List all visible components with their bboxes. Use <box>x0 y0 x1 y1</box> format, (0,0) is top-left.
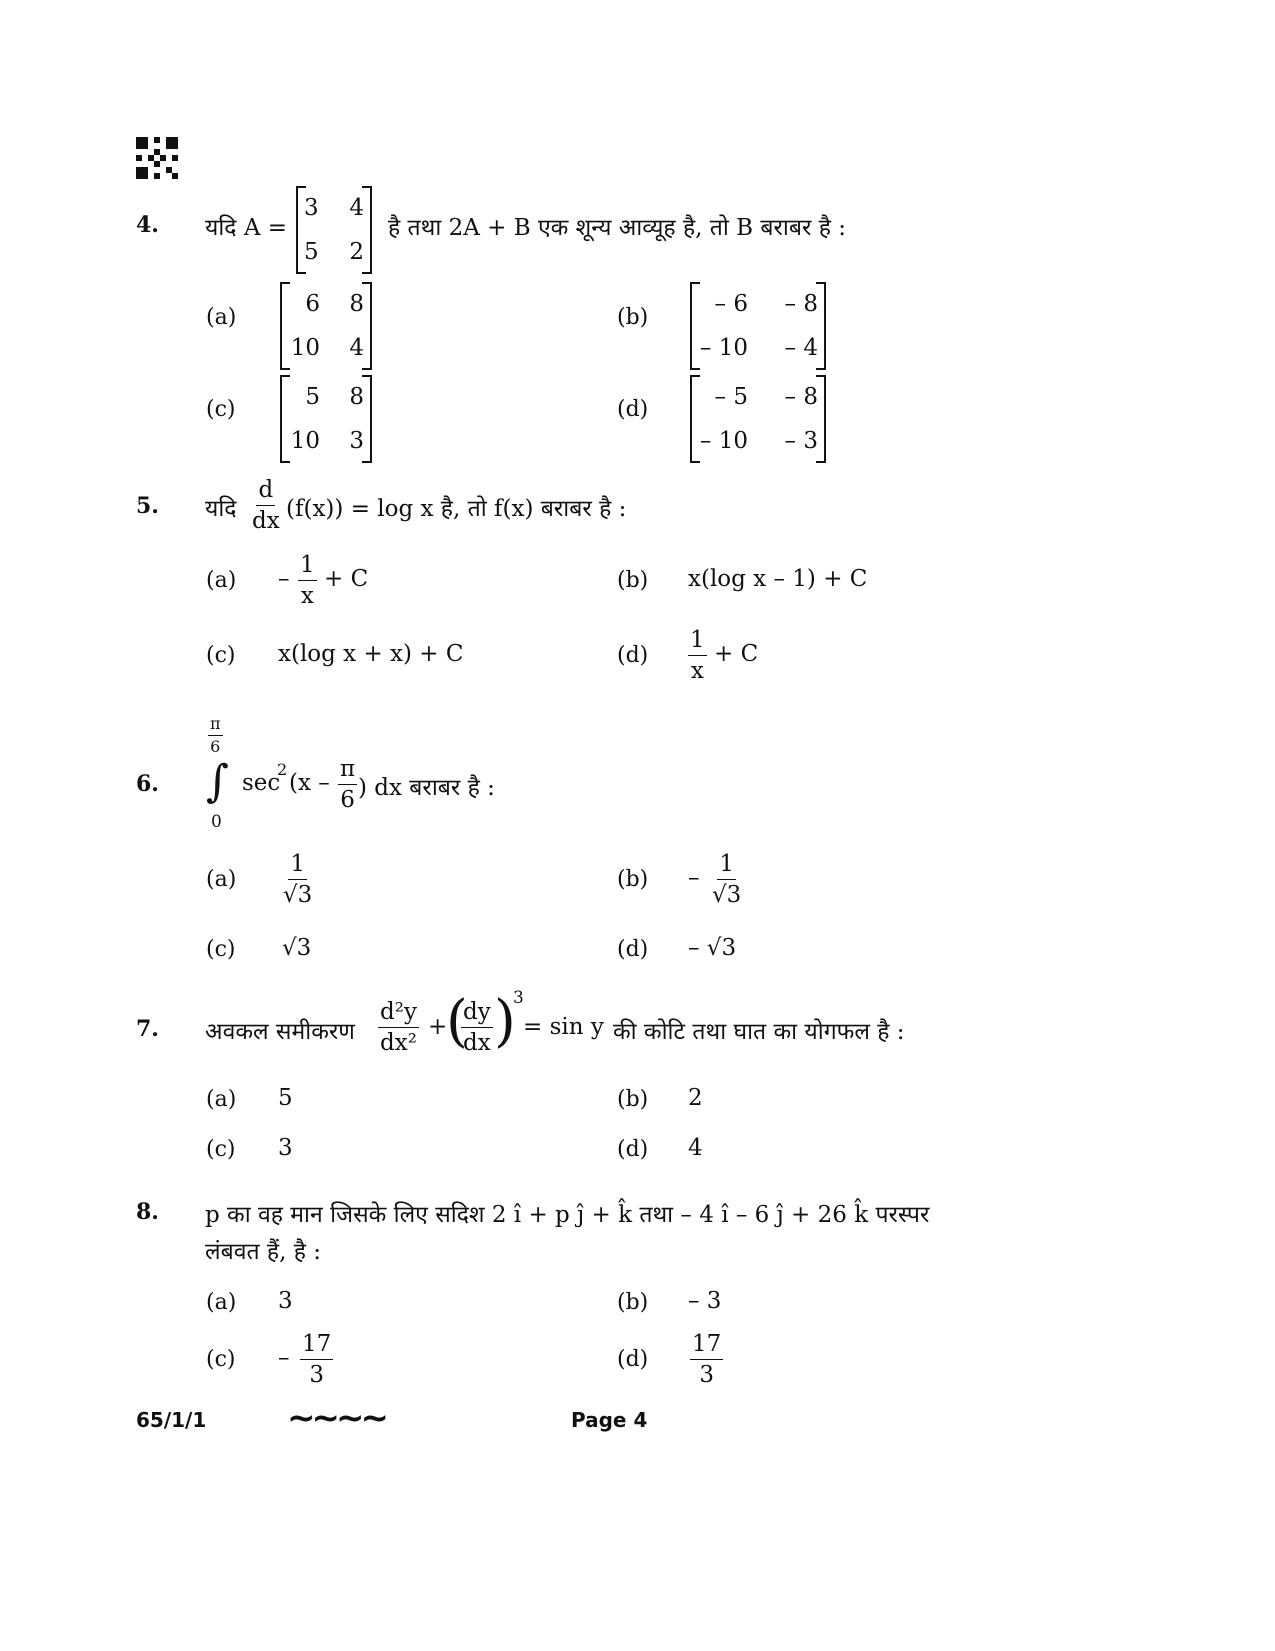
option-text: 2 <box>688 1085 703 1111</box>
option-label: (c) <box>206 1347 236 1372</box>
option-text: + C <box>714 641 759 667</box>
qr-code <box>136 137 178 179</box>
left-paren-icon: ( <box>446 989 468 1054</box>
fraction-denominator: √3 <box>283 882 313 908</box>
option-label: (a) <box>206 568 237 593</box>
fraction-denominator: dx² <box>380 1030 417 1056</box>
integrand-text: sec <box>242 770 281 796</box>
question-text: यदि <box>205 496 237 522</box>
question-number: 7. <box>136 1016 159 1042</box>
question-text: है तथा 2A + B एक शून्य आव्यूह है, तो B बराबर है : <box>388 215 847 241</box>
matrix-cell: 8 <box>349 291 364 317</box>
matrix-cell: 2 <box>349 239 364 265</box>
option-sign: – <box>688 865 700 891</box>
matrix-cell: – 10 <box>699 428 748 454</box>
question-text: अवकल समीकरण <box>205 1019 355 1045</box>
fraction-numerator: 1 <box>688 626 707 656</box>
question-text: (f(x)) = log x है, तो f(x) बराबर है : <box>286 496 627 522</box>
question-text: यदि A = <box>205 215 288 241</box>
question-number: 5. <box>136 493 159 519</box>
paper-code: 65/1/1 <box>136 1408 207 1432</box>
option-fraction <box>298 551 317 610</box>
matrix-cell: – 3 <box>784 428 818 454</box>
option-label: (a) <box>206 867 237 892</box>
fraction-denominator: x <box>690 658 704 684</box>
option-label: (d) <box>617 397 649 422</box>
second-derivative-fraction <box>378 998 419 1057</box>
right-paren-icon: ) <box>494 989 516 1054</box>
question-text: लंबवत हैं, है : <box>205 1239 322 1265</box>
option-text: 5 <box>278 1085 293 1111</box>
question-number: 6. <box>136 771 159 797</box>
option-fraction <box>283 850 312 909</box>
option-label: (d) <box>617 643 649 668</box>
option-label: (c) <box>206 397 236 422</box>
option-text: x(log x – 1) + C <box>688 566 868 592</box>
integral-sign-icon: ∫ <box>206 756 229 807</box>
equation-text: = sin y <box>523 1014 604 1040</box>
option-text: 3 <box>278 1135 293 1161</box>
matrix-cell: – 6 <box>714 291 748 317</box>
option-matrix <box>280 375 372 463</box>
fraction-denominator: √3 <box>712 882 742 908</box>
fraction-numerator: π <box>208 714 223 736</box>
option-label: (c) <box>206 643 236 668</box>
matrix-cell: 8 <box>349 384 364 410</box>
matrix-cell: 3 <box>304 195 319 221</box>
fraction-numerator: 17 <box>300 1330 333 1360</box>
fraction-numerator: d <box>256 476 275 506</box>
question-number: 8. <box>136 1199 159 1225</box>
question-text: ) dx बराबर है : <box>358 775 495 801</box>
matrix-cell: – 8 <box>784 291 818 317</box>
option-label: (a) <box>206 1087 237 1112</box>
matrix-cell: 6 <box>305 291 320 317</box>
fraction-denominator: 6 <box>210 737 221 756</box>
option-matrix <box>690 282 826 370</box>
option-label: (b) <box>617 1290 649 1315</box>
fraction-denominator: x <box>300 583 314 609</box>
integrand-text: (x – <box>289 770 330 796</box>
option-label: (c) <box>206 937 236 962</box>
first-derivative-fraction <box>461 998 493 1057</box>
matrix-cell: 4 <box>349 335 364 361</box>
fraction-numerator: 1 <box>298 551 317 581</box>
fraction-denominator: dx <box>463 1030 491 1056</box>
fraction-denominator: 3 <box>699 1362 714 1388</box>
page-number: Page 4 <box>571 1408 648 1432</box>
option-matrix <box>690 375 826 463</box>
option-label: (d) <box>617 937 649 962</box>
fraction-numerator: 1 <box>288 850 307 880</box>
derivative-fraction <box>252 476 280 535</box>
question-text: की कोटि तथा घात का योगफल है : <box>613 1019 905 1045</box>
fraction-numerator: d²y <box>378 998 419 1028</box>
operator-text: + <box>428 1014 448 1040</box>
matrix-cell: 5 <box>305 384 320 410</box>
option-text: 3 <box>278 1288 293 1314</box>
fraction-denominator: 6 <box>340 787 355 813</box>
fraction-denominator: 3 <box>309 1362 324 1388</box>
option-sign: – <box>278 1345 290 1371</box>
matrix-cell: 3 <box>349 428 364 454</box>
fraction-numerator: π <box>338 755 357 785</box>
integrand-fraction <box>338 755 357 814</box>
option-fraction <box>688 626 707 685</box>
footer-mark: ~~~~ <box>287 1398 385 1438</box>
matrix-cell: – 5 <box>714 384 748 410</box>
option-label: (c) <box>206 1137 236 1162</box>
matrix-cell: 10 <box>290 335 320 361</box>
fraction-numerator: dy <box>461 998 493 1028</box>
option-text: – √3 <box>688 935 737 961</box>
matrix-cell: 4 <box>349 195 364 221</box>
option-label: (b) <box>617 568 649 593</box>
question-number: 4. <box>136 212 159 238</box>
option-label: (d) <box>617 1137 649 1162</box>
matrix-cell: 5 <box>304 239 319 265</box>
option-label: (b) <box>617 305 649 330</box>
option-fraction <box>712 850 741 909</box>
option-text: 4 <box>688 1135 703 1161</box>
option-sign: – <box>278 566 290 592</box>
exponent-text: 3 <box>513 988 524 1008</box>
option-label: (a) <box>206 305 237 330</box>
integral-lower-limit: 0 <box>211 812 222 832</box>
option-text: + C <box>324 566 369 592</box>
option-matrix <box>280 282 372 370</box>
option-fraction <box>300 1330 333 1389</box>
fraction-denominator: dx <box>252 508 280 534</box>
matrix-cell: 10 <box>290 428 320 454</box>
fraction-numerator: 17 <box>690 1330 723 1360</box>
matrix-cell: – 4 <box>784 335 818 361</box>
option-label: (a) <box>206 1290 237 1315</box>
option-fraction <box>690 1330 723 1389</box>
question-text: p का वह मान जिसके लिए सदिश 2 î + p ĵ + k̂ तथा – 4 î – 6 ĵ + 26 k̂ परस्पर <box>205 1202 930 1228</box>
option-label: (d) <box>617 1347 649 1372</box>
matrix-cell: – 10 <box>699 335 748 361</box>
option-text: x(log x + x) + C <box>278 641 464 667</box>
integral-upper-limit <box>208 714 223 757</box>
option-text: √3 <box>282 935 312 961</box>
option-label: (b) <box>617 867 649 892</box>
matrix-cell: – 8 <box>784 384 818 410</box>
option-text: – 3 <box>688 1288 722 1314</box>
option-label: (b) <box>617 1087 649 1112</box>
matrix-a <box>296 186 372 274</box>
integrand-power: 2 <box>277 760 288 779</box>
fraction-numerator: 1 <box>717 850 736 880</box>
